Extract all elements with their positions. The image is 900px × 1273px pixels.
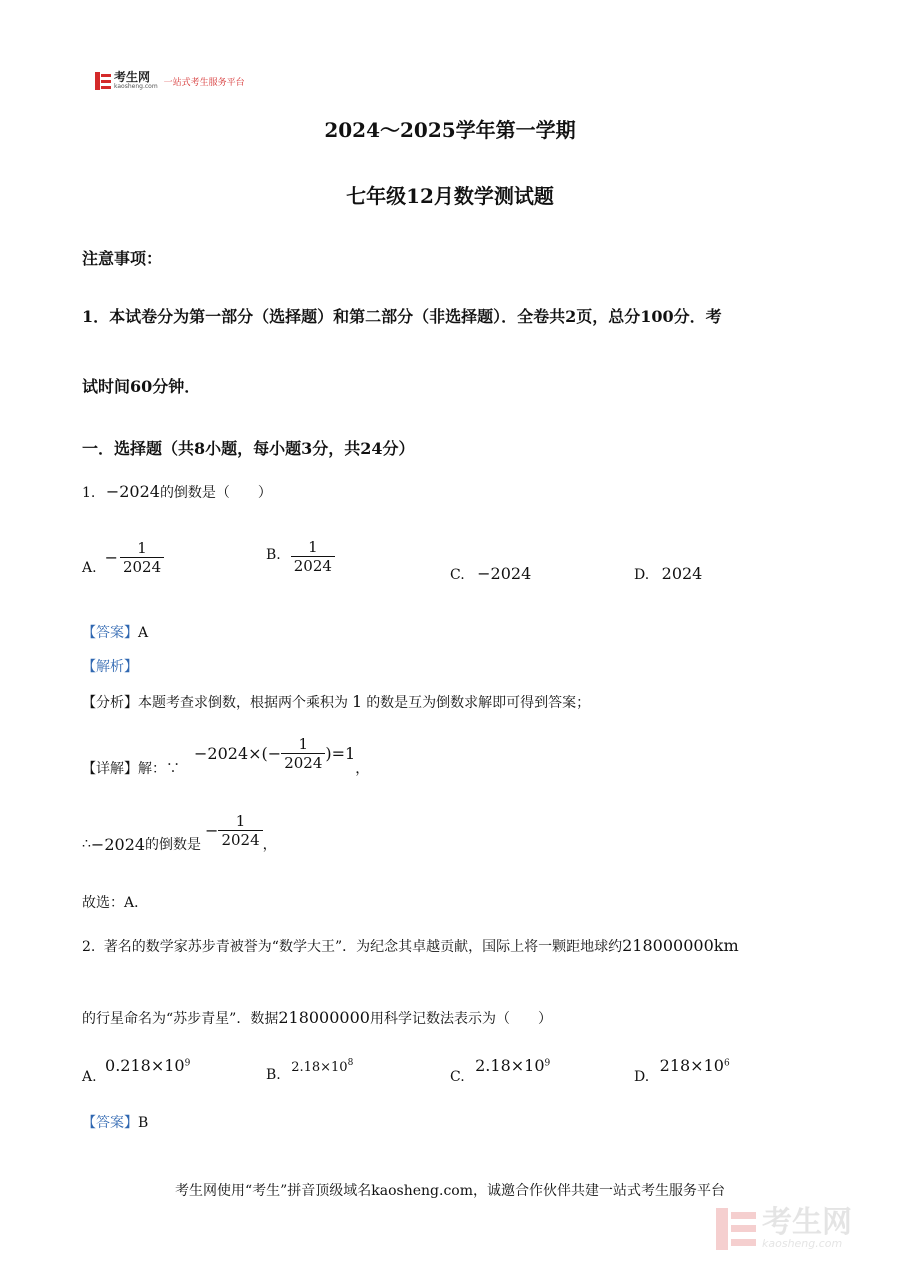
q1-therefore-sign: − — [205, 820, 219, 840]
logo-domain: kaosheng.com — [114, 83, 158, 90]
q1-detail — [82, 728, 369, 778]
brand-logo-text — [114, 72, 158, 90]
title-line-1: 2024～2025学年第一学期 — [324, 118, 576, 142]
q1-therefore-text: 的倒数是 — [145, 837, 202, 853]
q1-option-c-letter: C. — [450, 567, 465, 583]
q2-option-c-letter: C. — [450, 1069, 465, 1085]
q2-option-c-exp: 9 — [544, 1058, 551, 1069]
q1-option-b-num: 1 — [308, 538, 318, 556]
section-heading: 一．选择题（共8小题，每小题3分，共24分） — [82, 439, 415, 458]
q1-therefore-comma: ， — [262, 837, 277, 853]
brand-logo — [95, 72, 245, 90]
q1-expr: −2024 — [105, 482, 160, 501]
q1-detail-den: 2024 — [281, 753, 325, 772]
q1-therefore-num: 1 — [235, 811, 246, 830]
q2-option-c — [450, 1056, 551, 1085]
q2-option-a-base: 0.218×10 — [105, 1056, 185, 1075]
q2-stem-part-1: 著名的数学家苏步青被誉为“数学大王”．为纪念其卓越贡献，国际上将一颗距地球约 — [103, 939, 623, 955]
q2-number: 2. — [82, 939, 96, 955]
q1-detail-expr-right: )=1 — [325, 743, 356, 763]
q1-fenxi-label: 【分析】 — [82, 695, 138, 711]
q2-stem-distance: 218000000km — [622, 936, 739, 955]
q1-detail-label: 【详解】 — [82, 761, 138, 777]
page-footer: 考生网使用“考生”拼音顶级域名kaosheng.com，诚邀合作伙伴共建一站式考生服务平台 — [174, 1183, 726, 1199]
q1-answer-value: A — [138, 625, 149, 641]
q1-stem — [82, 482, 272, 502]
notice-heading: 注意事项： — [82, 249, 163, 268]
q2-option-b-letter: B. — [266, 1066, 281, 1083]
q1-option-b-letter: B. — [266, 546, 281, 563]
notice-item-1a: 1．本试卷分为第一部分（选择题）和第二部分（非选择题）．全卷共2页，总分100分．考 — [82, 307, 722, 326]
q1-therefore-expr: −2024 — [90, 834, 146, 854]
title-line-2: 七年级12月数学测试题 — [346, 184, 554, 208]
watermark-text — [762, 1205, 852, 1250]
q2-option-a-letter: A. — [82, 1069, 97, 1085]
q1-detail-num: 1 — [298, 734, 309, 753]
q1-answer — [82, 622, 148, 642]
watermark — [716, 1205, 852, 1250]
q1-option-d-value: 2024 — [661, 564, 703, 583]
q2-option-d-base: 218×10 — [659, 1056, 724, 1075]
q2-stem-part-3: 用科学记数法表示为（ ） — [369, 1011, 552, 1027]
logo-name: 考生网 — [114, 70, 151, 84]
q1-choose: 故选：A． — [82, 895, 149, 911]
q1-detail-prefix: 解：∵ — [138, 761, 180, 777]
q2-stem-data: 218000000 — [278, 1008, 370, 1027]
logo-slogan: 一站式考生服务平台 — [163, 77, 245, 88]
q2-option-a-exp: 9 — [184, 1058, 191, 1069]
watermark-domain: kaosheng.com — [762, 1237, 843, 1250]
q1-option-b-den: 2024 — [291, 556, 335, 575]
q1-answer-tag: 【答案】 — [82, 625, 138, 641]
q1-therefore-symbol: ∴ — [82, 836, 91, 852]
q2-option-d-exp: 6 — [723, 1058, 730, 1069]
q2-option-b-base: 2.18×10 — [291, 1059, 348, 1075]
q1-option-a-num: 1 — [137, 538, 147, 557]
q1-option-d-letter: D. — [634, 567, 650, 583]
q1-fenxi — [82, 692, 590, 712]
q1-detail-comma: ， — [355, 761, 370, 777]
q1-option-a-fraction — [120, 539, 164, 576]
q1-detail-fraction — [281, 735, 325, 772]
q2-option-b-exp: 8 — [347, 1058, 354, 1068]
q2-answer-tag: 【答案】 — [82, 1115, 138, 1131]
q1-therefore-fraction — [218, 812, 262, 849]
watermark-logo-icon — [716, 1208, 756, 1250]
q1-fenxi-text-1: 本题考查求倒数，根据两个乘积为 — [138, 695, 348, 711]
q1-option-c — [450, 564, 531, 583]
q1-option-a — [82, 538, 164, 576]
q1-option-a-letter: A. — [82, 560, 97, 576]
q1-analysis-tag: 【解析】 — [82, 659, 138, 675]
q1-detail-expr-left: −2024×(− — [194, 743, 282, 763]
q2-stem-line-1 — [82, 936, 739, 956]
q1-therefore — [82, 806, 277, 854]
q2-option-a — [82, 1056, 191, 1085]
q1-number: 1. — [82, 485, 96, 501]
q2-answer-value: B — [138, 1115, 149, 1131]
q1-fenxi-text-2: 的数是互为倒数求解即可得到答案； — [366, 695, 591, 711]
q1-option-d — [634, 564, 702, 583]
q1-option-b-fraction — [291, 538, 335, 575]
q1-stem-text: 的倒数是（ ） — [159, 485, 272, 501]
q2-option-d-letter: D. — [634, 1069, 650, 1085]
q2-stem-part-2: 的行星命名为“苏步青星”．数据 — [82, 1011, 279, 1027]
watermark-name: 考生网 — [762, 1205, 852, 1240]
q2-option-b — [266, 1058, 354, 1083]
q1-fenxi-num: 1 — [352, 692, 363, 711]
brand-logo-icon — [95, 72, 111, 90]
q1-option-b — [266, 538, 335, 575]
q2-answer — [82, 1112, 148, 1132]
q1-therefore-den: 2024 — [218, 830, 262, 849]
q1-option-a-sign: − — [104, 547, 118, 567]
notice-item-1b: 试时间60分钟． — [82, 377, 201, 396]
q2-stem-line-2 — [82, 1008, 552, 1028]
q1-option-c-value: −2024 — [477, 564, 532, 583]
q1-option-a-den: 2024 — [120, 557, 164, 576]
q2-option-c-base: 2.18×10 — [475, 1056, 545, 1075]
q2-option-d — [634, 1056, 730, 1085]
